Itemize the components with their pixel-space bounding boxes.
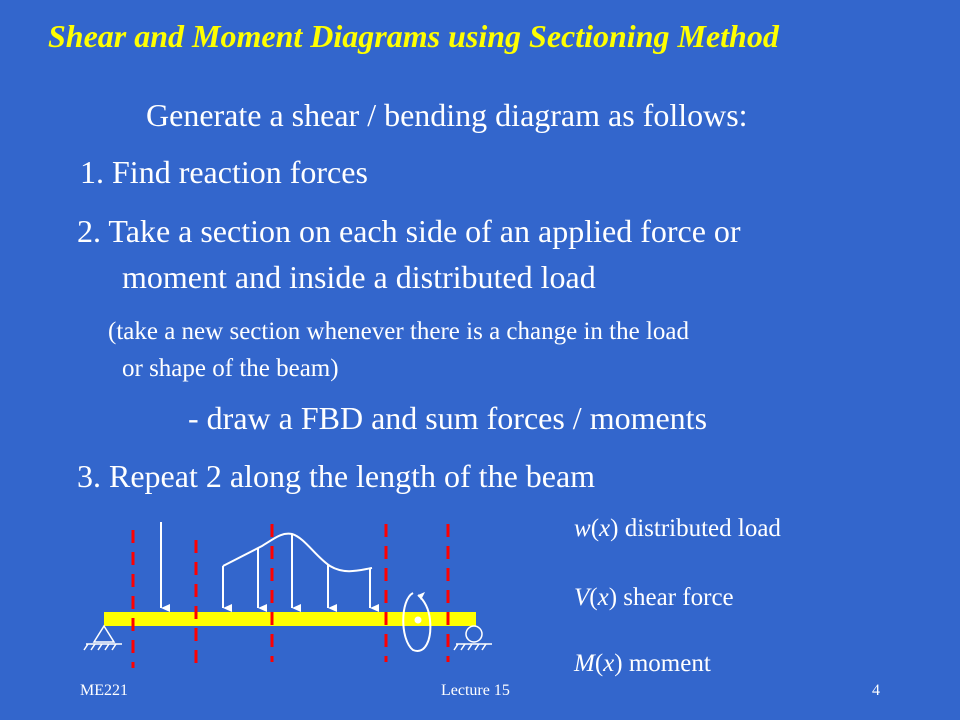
pin-support	[84, 626, 122, 650]
fbd-instruction: - draw a FBD and sum forces / moments	[188, 400, 708, 436]
legend-moment: M(x) moment	[574, 650, 711, 677]
footer-page-number: 4	[872, 682, 880, 699]
legend-shear-force: V(x) shear force	[574, 584, 734, 611]
v-text: shear force	[623, 584, 734, 611]
note-line-2: or shape of the beam)	[122, 355, 339, 382]
step-1: 1. Find reaction forces	[80, 154, 368, 190]
m-x: x	[603, 650, 615, 677]
distributed-load-curve	[223, 534, 372, 572]
note-line-1: (take a new section whenever there is a change in the load	[108, 318, 689, 345]
step-2-line-1: 2. Take a section on each side of an applied force or	[77, 213, 741, 249]
w-symbol: w	[574, 515, 591, 542]
roller-support	[454, 626, 492, 650]
w-x: x	[599, 515, 611, 542]
m-symbol: M	[574, 650, 595, 677]
w-text: distributed load	[624, 515, 781, 542]
slide-subtitle: Generate a shear / bending diagram as follows:	[146, 97, 748, 133]
footer-course: ME221	[80, 682, 128, 699]
step-2-line-2: moment and inside a distributed load	[122, 259, 596, 295]
m-text: moment	[628, 650, 711, 677]
step-3: 3. Repeat 2 along the length of the beam	[77, 458, 596, 494]
footer-lecture: Lecture 15	[441, 682, 510, 699]
v-symbol: V	[574, 584, 590, 611]
legend-distributed-load: w(x) distributed load	[574, 515, 781, 542]
v-x: x	[597, 584, 609, 611]
slide-title: Shear and Moment Diagrams using Sectioning Method	[48, 18, 779, 54]
